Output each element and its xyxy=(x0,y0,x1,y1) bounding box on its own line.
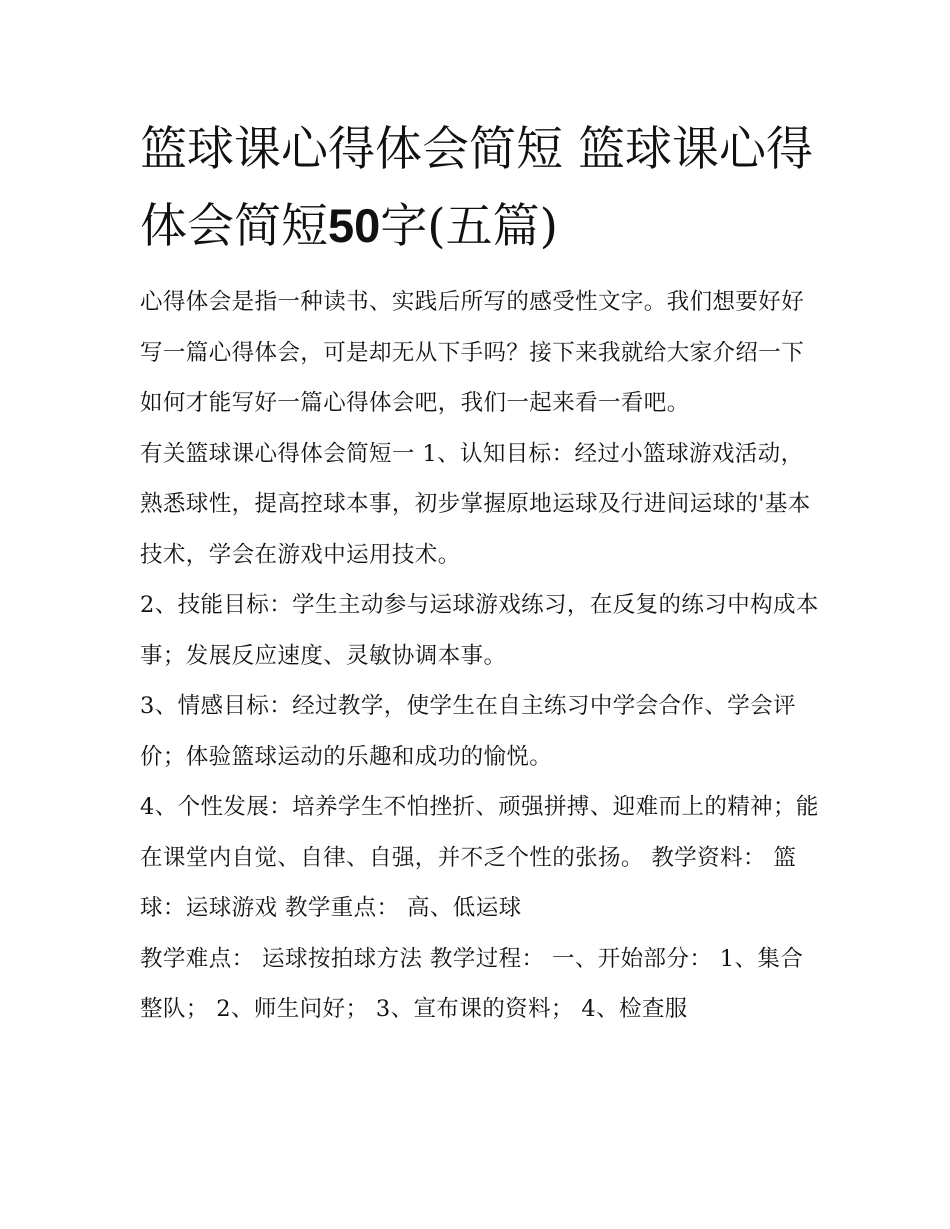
paragraph-teaching-process: 教学难点： 运球按拍球方法 教学过程： 一、开始部分： 1、集合整队； 2、师生问好； 3、宣布课的资料； 4、检查服 xyxy=(140,945,804,1022)
paragraph-intro: 心得体会是指一种读书、实践后所写的感受性文字。我们想要好好写一篇心得体会，可是却无从下手吗？接下来我就给大家介绍一下如何才能写好一篇心得体会吧，我们一起来看一看吧。 xyxy=(140,289,805,416)
paragraph-emotional-goal: 3、情感目标：经过教学，使学生在自主练习中学会合作、学会评价；体验篮球运动的乐趣和成功的愉悦。 xyxy=(140,693,796,770)
paragraph-skill-goal: 2、技能目标：学生主动参与运球游戏练习，在反复的练习中构成本事；发展反应速度、灵敏协调本事。 xyxy=(140,592,819,669)
document-title xyxy=(140,112,820,265)
title-text-part2: 字(五篇) xyxy=(380,199,558,254)
title-number: 50 xyxy=(328,199,381,252)
paragraph-cognitive-goal: 有关篮球课心得体会简短一 1、认知目标：经过小篮球游戏活动，熟悉球性，提高控球本事，初步掌握原地运球及行进间运球的'基本技术，学会在游戏中运用技术。 xyxy=(140,440,811,568)
title-text-part1: 篮球课心得体会简短 篮球课心得体会简短 xyxy=(140,122,813,254)
document-body xyxy=(140,277,820,1035)
paragraph-personal-development: 4、个性发展：培养学生不怕挫折、顽强拼搏、迎难而上的精神；能在课堂内自觉、自律、自强，并不乏个性的张扬。 教学资料： 篮球：运球游戏 教学重点： 高、低运球 xyxy=(140,794,819,921)
